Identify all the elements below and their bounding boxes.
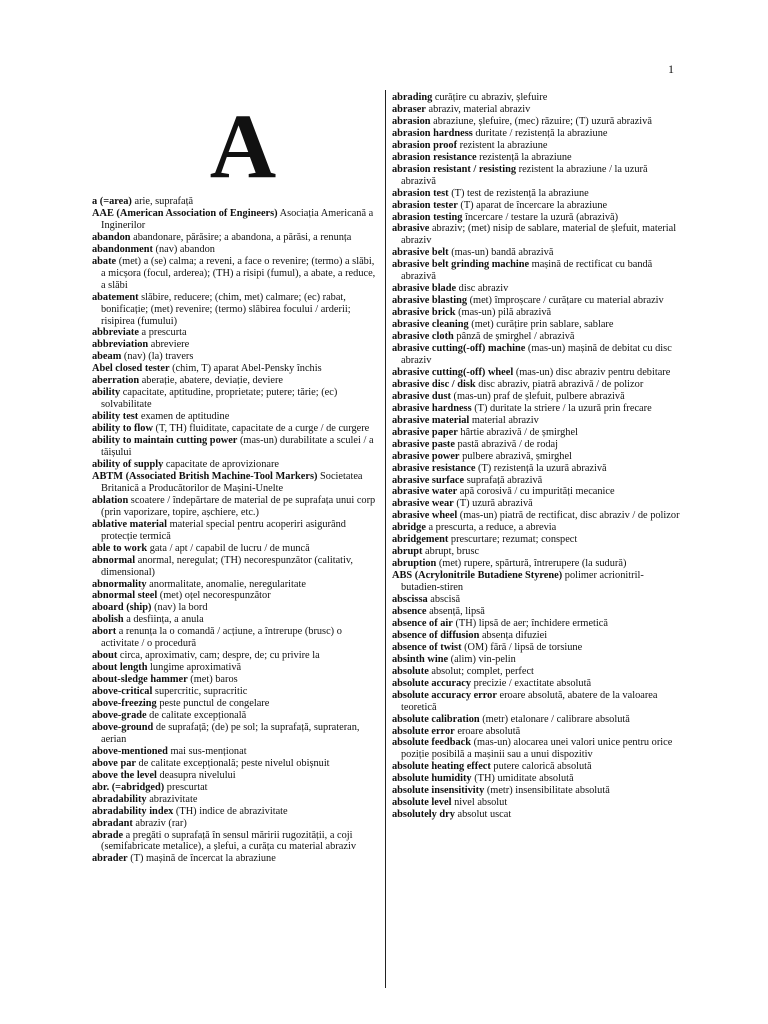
entry-definition: mașină de rectificat cu bandă abrazivă bbox=[401, 259, 653, 283]
entry-definition: (T) test de rezistență la abraziune bbox=[448, 187, 589, 199]
entry-term: absence of air bbox=[392, 617, 453, 629]
entry-term: above the level bbox=[92, 769, 157, 781]
entry-definition: absolut uscat bbox=[454, 809, 512, 821]
dictionary-entry bbox=[392, 140, 681, 152]
entry-term: ability bbox=[92, 387, 121, 399]
entry-term: abrasive hardness bbox=[392, 402, 472, 414]
entry-term: abrasion tester bbox=[392, 199, 458, 211]
entry-definition: prescurtare; rezumat; conspect bbox=[448, 534, 578, 546]
entry-term: ablation bbox=[92, 494, 129, 506]
entry-definition: (mas-un) mașină de debitat cu disc abraziv bbox=[401, 343, 672, 366]
entry-term: about length bbox=[92, 662, 148, 674]
entry-definition: (met) împroșcare / curățare cu material abraziv bbox=[467, 295, 664, 307]
entry-definition: abreviere bbox=[148, 339, 190, 351]
entry-term: abrasion resistant / resisting bbox=[392, 163, 517, 175]
dictionary-entry bbox=[392, 498, 681, 510]
dictionary-entry bbox=[392, 666, 681, 678]
dictionary-entry bbox=[92, 327, 377, 339]
entry-definition: abraziv, material abraziv bbox=[425, 103, 531, 115]
entry-term: abrasion testing bbox=[392, 211, 463, 223]
dictionary-entry bbox=[392, 319, 681, 331]
entry-term: ABS (Acrylonitrile Butadiene Styrene) bbox=[392, 570, 563, 582]
entry-term: ABTM (Associated British Machine-Tool Markers) bbox=[92, 470, 318, 482]
entry-term: above-critical bbox=[92, 686, 153, 698]
entry-term: abr. (=abridged) bbox=[92, 781, 165, 793]
entry-term: AAE (American Association of Engineers) bbox=[92, 207, 278, 219]
entry-definition: (T) duritate la striere / la uzură prin frecare bbox=[471, 402, 652, 414]
entry-definition: (mas-un) disc abraziv pentru debitare bbox=[513, 366, 671, 378]
entry-term: abscissa bbox=[392, 594, 428, 606]
entry-term: a (=area) bbox=[92, 196, 132, 207]
entry-term: abolish bbox=[92, 614, 124, 626]
entry-definition: abraziv; (met) nisip de sablare, material de șlefuit, material abraziv bbox=[401, 223, 677, 247]
dictionary-entry bbox=[92, 256, 377, 292]
page-number: 1 bbox=[668, 62, 674, 76]
entry-term: absinth wine bbox=[392, 653, 449, 665]
dictionary-entry bbox=[92, 853, 377, 865]
entry-term: absolute calibration bbox=[392, 713, 480, 725]
entry-definition: a prescurta, a reduce, a abrevia bbox=[425, 522, 557, 534]
dictionary-entry bbox=[392, 809, 681, 821]
entry-definition: (TH) indice de abrazivitate bbox=[173, 805, 288, 817]
dictionary-entry bbox=[392, 331, 681, 343]
entry-definition: examen de aptitudine bbox=[138, 411, 230, 423]
dictionary-entry bbox=[92, 758, 377, 770]
dictionary-entry bbox=[392, 642, 681, 654]
entry-term: absolute accuracy bbox=[392, 677, 472, 689]
entry-definition: Asociația Americană a Inginerilor bbox=[101, 207, 374, 231]
dictionary-entry bbox=[392, 451, 681, 463]
entry-definition: (T, TH) fluiditate, capacitate de a curge / de curgere bbox=[152, 423, 370, 435]
entry-definition: rezistență la abraziune bbox=[476, 151, 572, 163]
dictionary-entry bbox=[392, 486, 681, 498]
entry-term: abrasive water bbox=[392, 486, 458, 498]
dictionary-entry bbox=[392, 594, 681, 606]
entry-term: abbreviate bbox=[92, 327, 139, 339]
entry-definition: a renunța la o comandă / acțiune, a întrerupe (brusc) o activitate / o procedură bbox=[101, 626, 342, 650]
entry-term: abrupt bbox=[392, 546, 423, 558]
entry-definition: (nav) (la) travers bbox=[121, 351, 194, 363]
dictionary-entry bbox=[92, 662, 377, 674]
dictionary-entry bbox=[392, 343, 681, 367]
entry-definition: a pregăti o suprafață în sensul măririi rugozității, a coji (semifabricate metalice), a șlefui, a curăța cu material abraziv bbox=[101, 829, 356, 853]
dictionary-entry bbox=[92, 375, 377, 387]
dictionary-entry bbox=[92, 351, 377, 363]
entry-definition: (met) oțel necorespunzător bbox=[157, 590, 271, 602]
entry-term: above-grade bbox=[92, 709, 147, 721]
entry-term: abnormality bbox=[92, 578, 147, 590]
entry-definition: încercare / testare la uzură (abrazivă) bbox=[462, 211, 619, 223]
dictionary-entry bbox=[392, 522, 681, 534]
dictionary-entry bbox=[92, 244, 377, 256]
entry-definition: (nav) abandon bbox=[152, 243, 215, 255]
entry-term: above-ground bbox=[92, 721, 154, 733]
entry-definition: suprafață abrazivă bbox=[464, 474, 543, 486]
entry-definition: arie, suprafață bbox=[131, 196, 194, 207]
entry-definition: (mas-un) pilă abrazivă bbox=[455, 307, 552, 319]
entry-term: abrasive blasting bbox=[392, 295, 468, 307]
entry-term: aboard (ship) bbox=[92, 602, 152, 614]
dictionary-entry bbox=[392, 773, 681, 785]
entry-definition: (TH) lipsă de aer; închidere ermetică bbox=[452, 617, 608, 629]
entry-term: abrasive paste bbox=[392, 438, 455, 450]
entry-definition: abraziv (rar) bbox=[132, 817, 187, 829]
dictionary-entry bbox=[392, 379, 681, 391]
entry-definition: disc abraziv, piatră abrazivă / de polizor bbox=[475, 378, 644, 390]
dictionary-entry bbox=[392, 295, 681, 307]
entry-definition: aberație, abatere, deviație, deviere bbox=[139, 375, 283, 387]
dictionary-entry bbox=[92, 459, 377, 471]
entry-definition: (mas-un) bandă abrazivă bbox=[448, 247, 554, 259]
dictionary-entry bbox=[392, 152, 681, 164]
dictionary-entry bbox=[92, 363, 377, 375]
entry-definition: anormalitate, anomalie, neregularitate bbox=[146, 578, 306, 590]
entry-term: abradability index bbox=[92, 805, 174, 817]
entry-term: abrasive cloth bbox=[392, 331, 454, 343]
dictionary-entry bbox=[92, 710, 377, 722]
entry-definition: abrupt, brusc bbox=[422, 546, 480, 558]
entry-term: abnormal steel bbox=[92, 590, 158, 602]
entry-term: abrasive brick bbox=[392, 307, 456, 319]
entry-definition: (chim, T) aparat Abel-Pensky închis bbox=[169, 363, 322, 375]
entry-term: abridgement bbox=[392, 534, 449, 546]
entry-definition: a desființa, a anula bbox=[123, 614, 204, 626]
dictionary-entry bbox=[392, 283, 681, 295]
entry-definition: (metr) insensibilitate absolută bbox=[484, 785, 610, 797]
dictionary-entry bbox=[92, 471, 377, 495]
entry-term: abrasive cutting(-off) wheel bbox=[392, 366, 514, 378]
dictionary-entry bbox=[92, 782, 377, 794]
entry-definition: abandonare, părăsire; a abandona, a părăsi, a renunța bbox=[130, 231, 352, 243]
dictionary-entry bbox=[92, 208, 377, 232]
entry-term: abnormal bbox=[92, 554, 136, 566]
dictionary-entry bbox=[392, 737, 681, 761]
entry-definition: material special pentru acoperiri asigurând protecție termică bbox=[101, 518, 346, 542]
entry-term: abrader bbox=[92, 853, 128, 865]
dictionary-entry bbox=[392, 247, 681, 259]
dictionary-entry bbox=[392, 570, 681, 594]
entry-term: abatement bbox=[92, 291, 139, 303]
entry-definition: (mas-un) durabilitate a sculei / a tăișului bbox=[101, 435, 374, 459]
entry-term: abbreviation bbox=[92, 339, 149, 351]
entry-term: abrasive surface bbox=[392, 474, 465, 486]
entry-definition: rezistent la abraziune / la uzură abrazivă bbox=[401, 163, 648, 187]
dictionary-entry bbox=[392, 415, 681, 427]
dictionary-entry bbox=[92, 614, 377, 626]
entry-definition: scoatere / îndepărtare de material de pe suprafața unui corp (prin vaporizare, topire, așchiere, etc.) bbox=[101, 494, 376, 518]
entry-definition: (met) baros bbox=[187, 674, 238, 686]
entry-definition: absența difuziei bbox=[479, 629, 548, 641]
entry-term: absolute feedback bbox=[392, 737, 472, 749]
entry-term: ability to flow bbox=[92, 423, 153, 435]
entry-term: abrasive disc / disk bbox=[392, 378, 476, 390]
entry-definition: capacitate de aprovizionare bbox=[163, 458, 280, 470]
entry-definition: rezistent la abraziune bbox=[457, 139, 548, 151]
section-letter: A bbox=[209, 95, 277, 197]
entry-term: abrasive wear bbox=[392, 498, 454, 510]
dictionary-entry bbox=[92, 674, 377, 686]
dictionary-entry bbox=[392, 104, 681, 116]
entry-definition: abrazivitate bbox=[146, 793, 198, 805]
entry-definition: pânză de șmirghel / abrazivă bbox=[453, 331, 575, 343]
entry-definition: a prescurta bbox=[138, 327, 187, 339]
column-divider bbox=[385, 90, 386, 988]
entry-definition: peste punctul de congelare bbox=[156, 698, 270, 710]
entry-term: abrade bbox=[92, 829, 124, 841]
dictionary-entry bbox=[392, 797, 681, 809]
entry-definition: hârtie abrazivă / de șmirghel bbox=[457, 426, 578, 438]
dictionary-entry bbox=[392, 761, 681, 773]
dictionary-entry bbox=[392, 128, 681, 140]
dictionary-entry bbox=[392, 212, 681, 224]
entry-definition: lungime aproximativă bbox=[147, 662, 242, 674]
entry-term: abandon bbox=[92, 231, 131, 243]
dictionary-entry bbox=[92, 495, 377, 519]
dictionary-entry bbox=[392, 546, 681, 558]
dictionary-entry bbox=[92, 818, 377, 830]
entry-term: abrasive material bbox=[392, 414, 470, 426]
dictionary-entry bbox=[392, 307, 681, 319]
entry-definition: abscisă bbox=[427, 594, 461, 606]
dictionary-entry bbox=[92, 423, 377, 435]
dictionary-entry bbox=[392, 678, 681, 690]
entry-term: Abel closed tester bbox=[92, 363, 170, 375]
entry-definition: (TH) umiditate absolută bbox=[471, 773, 574, 785]
dictionary-entry bbox=[392, 188, 681, 200]
entry-definition: circa, aproximativ, cam; despre, de; cu privire la bbox=[117, 650, 320, 662]
entry-definition: anormal, neregulat; (TH) necorespunzător (calitativ, dimensional) bbox=[101, 554, 353, 578]
entry-definition: prescurtat bbox=[164, 781, 208, 793]
entry-term: about bbox=[92, 650, 118, 662]
dictionary-entry bbox=[392, 726, 681, 738]
entry-definition: (T) mașină de încercat la abraziune bbox=[127, 853, 276, 865]
entry-definition: gata / apt / capabil de lucru / de muncă bbox=[147, 542, 310, 554]
entry-term: abandonment bbox=[92, 243, 153, 255]
entry-term: abrasive belt bbox=[392, 247, 449, 259]
entry-definition: polimer acrionitril-butadien-stiren bbox=[401, 570, 644, 594]
entry-term: abrading bbox=[392, 92, 433, 103]
entry-term: abrasive power bbox=[392, 450, 460, 462]
entry-term: absolutely dry bbox=[392, 809, 455, 821]
dictionary-entry bbox=[92, 411, 377, 423]
dictionary-entry bbox=[392, 690, 681, 714]
entry-definition: (nav) la bord bbox=[151, 602, 208, 614]
entry-term: absolute heating effect bbox=[392, 761, 491, 773]
dictionary-entry bbox=[392, 427, 681, 439]
dictionary-entry bbox=[392, 92, 681, 104]
entry-term: ablative material bbox=[92, 518, 167, 530]
entry-term: abrasive cleaning bbox=[392, 319, 469, 331]
entry-term: abraser bbox=[392, 103, 426, 115]
dictionary-entry bbox=[392, 558, 681, 570]
dictionary-entry bbox=[392, 223, 681, 247]
dictionary-entry bbox=[392, 606, 681, 618]
dictionary-entry bbox=[392, 510, 681, 522]
entry-definition: (mas-un) praf de șlefuit, pulbere abrazivă bbox=[450, 390, 625, 402]
entry-definition: pastă abrazivă / de rodaj bbox=[454, 438, 559, 450]
dictionary-entry bbox=[92, 543, 377, 555]
dictionary-entry bbox=[92, 339, 377, 351]
entry-term: abrasive cutting(-off) machine bbox=[392, 343, 526, 355]
entry-definition: duritate / rezistență la abraziune bbox=[472, 127, 608, 139]
entry-term: aberration bbox=[92, 375, 140, 387]
entry-term: absence bbox=[392, 605, 427, 617]
entry-term: abrasive paper bbox=[392, 426, 458, 438]
dictionary-entry bbox=[392, 534, 681, 546]
entry-term: absence of twist bbox=[392, 641, 462, 653]
entry-term: abruption bbox=[392, 558, 437, 570]
entry-definition: eroare absolută bbox=[454, 725, 521, 737]
entry-term: abridge bbox=[392, 522, 426, 534]
entry-term: above-freezing bbox=[92, 698, 157, 710]
entry-definition: de calitate excepțională; peste nivelul obișnuit bbox=[135, 757, 330, 769]
dictionary-entry bbox=[92, 794, 377, 806]
dictionary-entry bbox=[92, 387, 377, 411]
dictionary-entry bbox=[392, 618, 681, 630]
dictionary-entry bbox=[92, 602, 377, 614]
dictionary-entry bbox=[92, 686, 377, 698]
entry-term: abrasion bbox=[392, 115, 431, 127]
entry-definition: (mas-un) alocarea unei valori unice pentru orice poziție posibilă a mașinii sau a unui dispozitiv bbox=[401, 737, 673, 761]
dictionary-entry bbox=[92, 196, 377, 208]
dictionary-entry bbox=[392, 439, 681, 451]
dictionary-entry bbox=[392, 116, 681, 128]
entry-definition: (T) aparat de încercare la abraziune bbox=[457, 199, 608, 211]
entry-term: abradant bbox=[92, 817, 133, 829]
entry-term: ability to maintain cutting power bbox=[92, 435, 238, 447]
dictionary-entry bbox=[392, 475, 681, 487]
entry-term: absolute bbox=[392, 665, 429, 677]
entry-term: above par bbox=[92, 757, 136, 769]
entry-term: abrasion proof bbox=[392, 139, 458, 151]
entry-term: ability test bbox=[92, 411, 139, 423]
entry-term: absolute accuracy error bbox=[392, 689, 497, 701]
dictionary-entry bbox=[392, 200, 681, 212]
entry-term: abradability bbox=[92, 793, 147, 805]
dictionary-entry bbox=[92, 722, 377, 746]
entry-term: above-mentioned bbox=[92, 745, 168, 757]
entry-definition: (met) rupere, spărtură, întrerupere (la sudură) bbox=[436, 558, 627, 570]
entry-term: abrasion test bbox=[392, 187, 449, 199]
right-column bbox=[392, 92, 681, 821]
entry-definition: supercritic, supracritic bbox=[152, 686, 248, 698]
entry-definition: disc abraziv bbox=[456, 283, 509, 295]
dictionary-entry bbox=[92, 650, 377, 662]
entry-term: abrasive bbox=[392, 223, 430, 235]
dictionary-entry bbox=[392, 391, 681, 403]
entry-definition: (alim) vin-pelin bbox=[448, 653, 516, 665]
dictionary-entry bbox=[92, 579, 377, 591]
entry-definition: apă corosivă / cu impurități mecanice bbox=[457, 486, 615, 498]
entry-term: absolute level bbox=[392, 797, 452, 809]
entry-definition: deasupra nivelului bbox=[156, 769, 236, 781]
dictionary-entry bbox=[92, 292, 377, 328]
dictionary-entry bbox=[92, 590, 377, 602]
entry-definition: (OM) fără / lipsă de torsiune bbox=[461, 641, 583, 653]
entry-definition: de calitate excepțională bbox=[146, 709, 247, 721]
entry-definition: Societatea Britanică a Producătorilor de Mașini-Unelte bbox=[101, 470, 363, 494]
entry-term: absolute error bbox=[392, 725, 455, 737]
entry-term: abort bbox=[92, 626, 117, 638]
entry-definition: (met) curățire prin sablare, sablare bbox=[468, 319, 614, 331]
entry-definition: putere calorică absolută bbox=[490, 761, 592, 773]
entry-term: abrasive resistance bbox=[392, 462, 476, 474]
dictionary-entry bbox=[92, 519, 377, 543]
entry-term: ability of supply bbox=[92, 458, 164, 470]
entry-definition: nivel absolut bbox=[451, 797, 508, 809]
entry-term: absence of diffusion bbox=[392, 629, 480, 641]
entry-definition: (T) rezistență la uzură abrazivă bbox=[475, 462, 607, 474]
entry-definition: absolut; complet, perfect bbox=[428, 665, 534, 677]
entry-definition: absență, lipsă bbox=[426, 605, 485, 617]
dictionary-entry bbox=[392, 654, 681, 666]
entry-definition: abraziune, șlefuire, (mec) răzuire; (T) uzură abrazivă bbox=[430, 115, 652, 127]
entry-term: able to work bbox=[92, 542, 148, 554]
entry-definition: (metr) etalonare / calibrare absolută bbox=[479, 713, 630, 725]
entry-definition: capacitate, aptitudine, proprietate; putere; tărie; (ec) solvabilitate bbox=[101, 387, 338, 411]
dictionary-entry bbox=[92, 770, 377, 782]
dictionary-entry bbox=[92, 555, 377, 579]
entry-term: abrasion resistance bbox=[392, 151, 477, 163]
entry-definition: slăbire, reducere; (chim, met) calmare; (ec) rabat, bonificație; (met) revenire; (termo) slăbirea focului / arderii; risipirea (fumului) bbox=[101, 291, 351, 327]
dictionary-entry bbox=[392, 164, 681, 188]
dictionary-entry bbox=[392, 463, 681, 475]
entry-term: abeam bbox=[92, 351, 122, 363]
entry-term: abrasive belt grinding machine bbox=[392, 259, 530, 271]
dictionary-entry bbox=[392, 714, 681, 726]
dictionary-entry bbox=[392, 259, 681, 283]
dictionary-entry bbox=[92, 806, 377, 818]
entry-definition: mai sus-menționat bbox=[167, 745, 247, 757]
entry-definition: (met) a (se) calma; a reveni, a face o revenire; (termo) a slăbi, a micșora (focul, arderea); (TH) a risipi (fumul), a abate, a reduce, a slăbi bbox=[101, 255, 376, 291]
entry-definition: eroare absolută, abatere de la valoarea teoretică bbox=[401, 689, 658, 713]
entry-definition: (T) uzură abrazivă bbox=[453, 498, 533, 510]
entry-term: abrasive wheel bbox=[392, 510, 458, 522]
entry-term: absolute humidity bbox=[392, 773, 472, 785]
entry-term: about-sledge hammer bbox=[92, 674, 188, 686]
entry-term: abrasive blade bbox=[392, 283, 457, 295]
dictionary-entry bbox=[392, 403, 681, 415]
entry-definition: material abraziv bbox=[469, 414, 539, 426]
dictionary-entry bbox=[92, 830, 377, 854]
dictionary-entry bbox=[92, 698, 377, 710]
dictionary-entry bbox=[392, 785, 681, 797]
entry-definition: pulbere abrazivă, șmirghel bbox=[459, 450, 572, 462]
entry-term: abate bbox=[92, 255, 117, 267]
dictionary-entry bbox=[392, 630, 681, 642]
left-column bbox=[92, 196, 377, 865]
entry-term: abrasive dust bbox=[392, 390, 451, 402]
dictionary-entry bbox=[92, 746, 377, 758]
dictionary-entry bbox=[92, 435, 377, 459]
dictionary-entry bbox=[92, 232, 377, 244]
entry-term: absolute insensitivity bbox=[392, 785, 485, 797]
entry-definition: (mas-un) piatră de rectificat, disc abraziv / de polizor bbox=[457, 510, 680, 522]
entry-definition: curățire cu abraziv, șlefuire bbox=[432, 92, 548, 103]
entry-definition: precizie / exactitate absolută bbox=[471, 677, 592, 689]
dictionary-entry bbox=[392, 367, 681, 379]
entry-definition: de suprafață; (de) pe sol; la suprafață, suprateran, aerian bbox=[101, 721, 360, 745]
dictionary-entry bbox=[92, 626, 377, 650]
entry-term: abrasion hardness bbox=[392, 127, 473, 139]
